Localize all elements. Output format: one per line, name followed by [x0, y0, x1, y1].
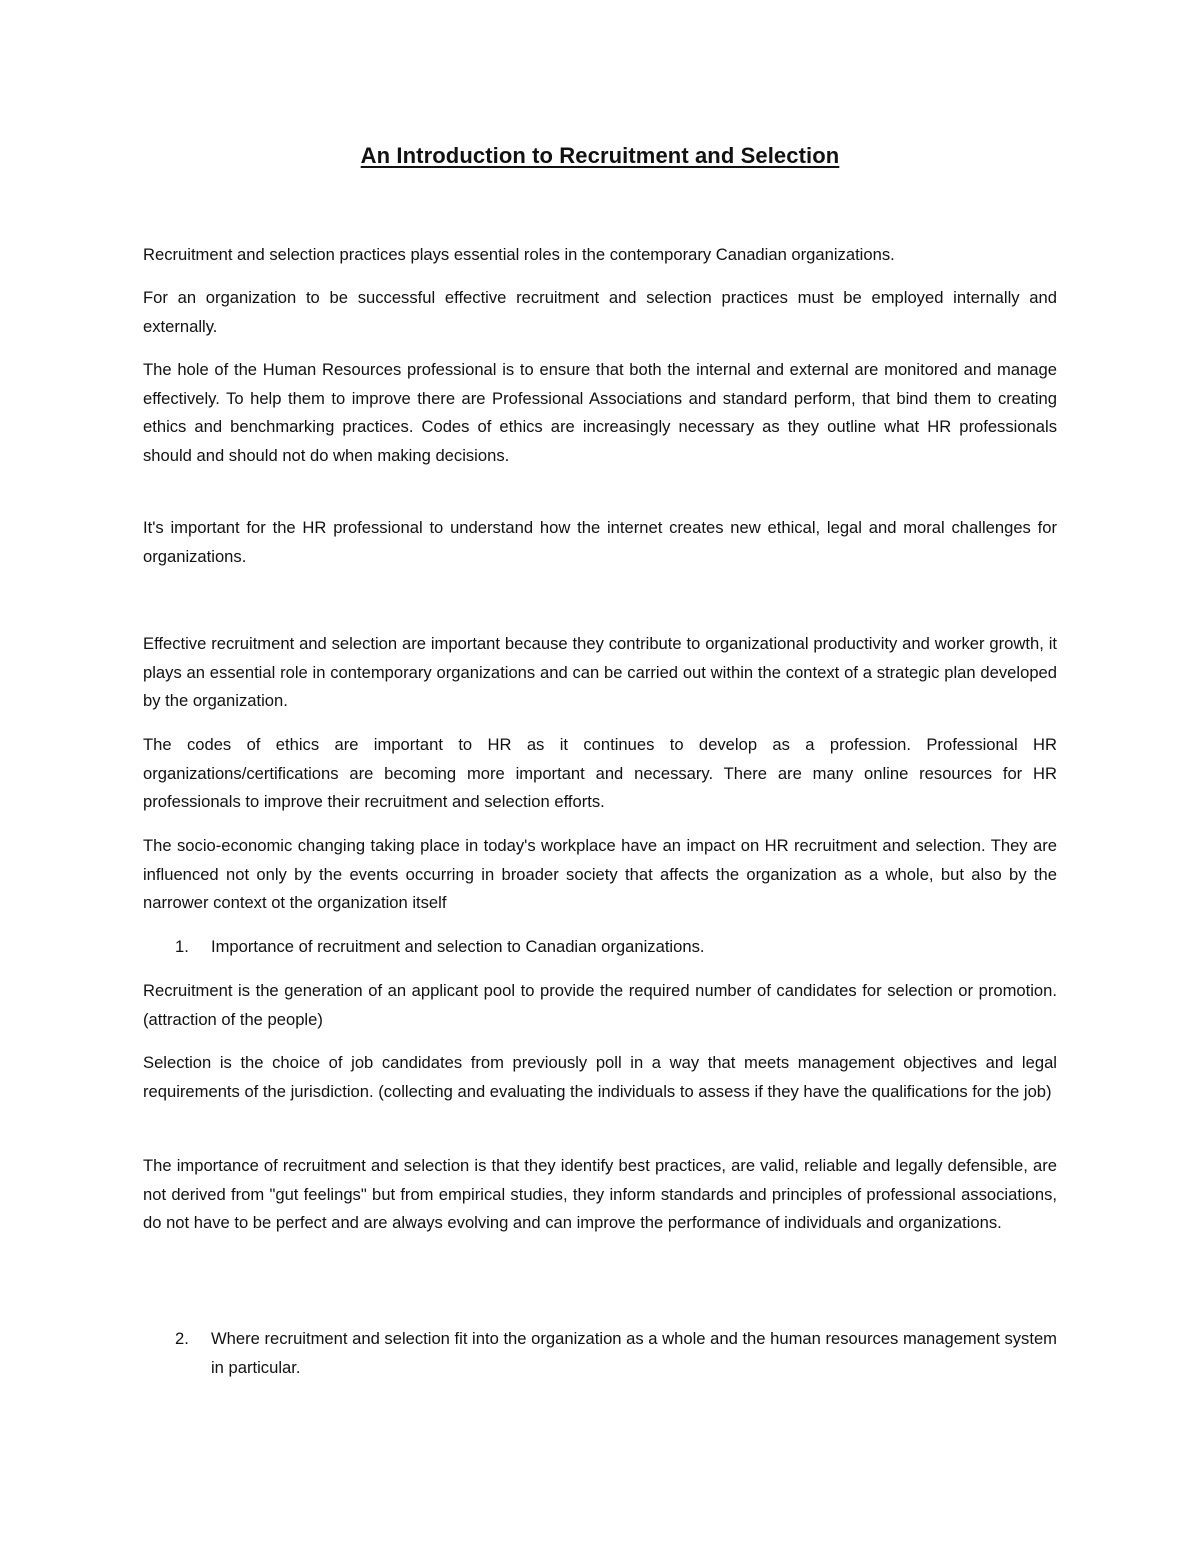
list-number: 2. [175, 1329, 189, 1348]
document-title: An Introduction to Recruitment and Selection [360, 143, 840, 168]
list-text: Importance of recruitment and selection to Canadian organizations. [211, 937, 705, 956]
paragraph-recruitment-definition: Recruitment is the generation of an applicant pool to provide the required number of candidates for selection or promotion. (attraction of the people) [143, 981, 1057, 1029]
list-text: Where recruitment and selection fit into the organization as a whole and the human resources management system in particular. [211, 1329, 1057, 1377]
paragraph-intro: Recruitment and selection practices plays essential roles in the contemporary Canadian organizations. [143, 245, 895, 264]
paragraph-importance: The importance of recruitment and selection is that they identify best practices, are valid, reliable and legally defensible, are not derived from "gut feelings" but from empirical studies, they inform standards and principles of professional associations, do not have to be perfect and are always evolving and can improve the performance of individuals and organizations. [143, 1156, 1057, 1233]
paragraph-internet: It's important for the HR professional to understand how the internet creates new ethical, legal and moral challenges for organizations. [143, 518, 1057, 566]
list-item [143, 933, 1057, 962]
list-number: 1. [175, 937, 189, 956]
paragraph-selection-definition: Selection is the choice of job candidates from previously poll in a way that meets management objectives and legal requirements of the jurisdiction. (collecting and evaluating the individuals to assess if they have the qualifications for the job) [143, 1053, 1057, 1101]
paragraph-socio-economic: The socio-economic changing taking place in today's workplace have an impact on HR recruitment and selection. They are influenced not only by the events occurring in broader society that affects the organization as a whole, but also by the narrower context ot the organization itself [143, 836, 1057, 913]
paragraph-hr-role: The hole of the Human Resources professional is to ensure that both the internal and external are monitored and manage effectively. To help them to improve there are Professional Associations and standard perform, that bind them to creating ethics and benchmarking practices. Codes of ethics are increasingly necessary as they outline what HR professionals should and should not do when making decisions. [143, 360, 1057, 465]
paragraph-effective: Effective recruitment and selection are important because they contribute to organizational productivity and worker growth, it plays an essential role in contemporary organizations and can be carried out within the context of a strategic plan developed by the organization. [143, 634, 1057, 711]
paragraph-success: For an organization to be successful effective recruitment and selection practices must be employed internally and externally. [143, 288, 1057, 336]
paragraph-codes-of-ethics: The codes of ethics are important to HR as it continues to develop as a profession. Professional HR organizations/certifications are becoming more important and necessary. There are many online resources for HR professionals to improve their recruitment and selection efforts. [143, 735, 1057, 812]
list-item [143, 1325, 1057, 1382]
